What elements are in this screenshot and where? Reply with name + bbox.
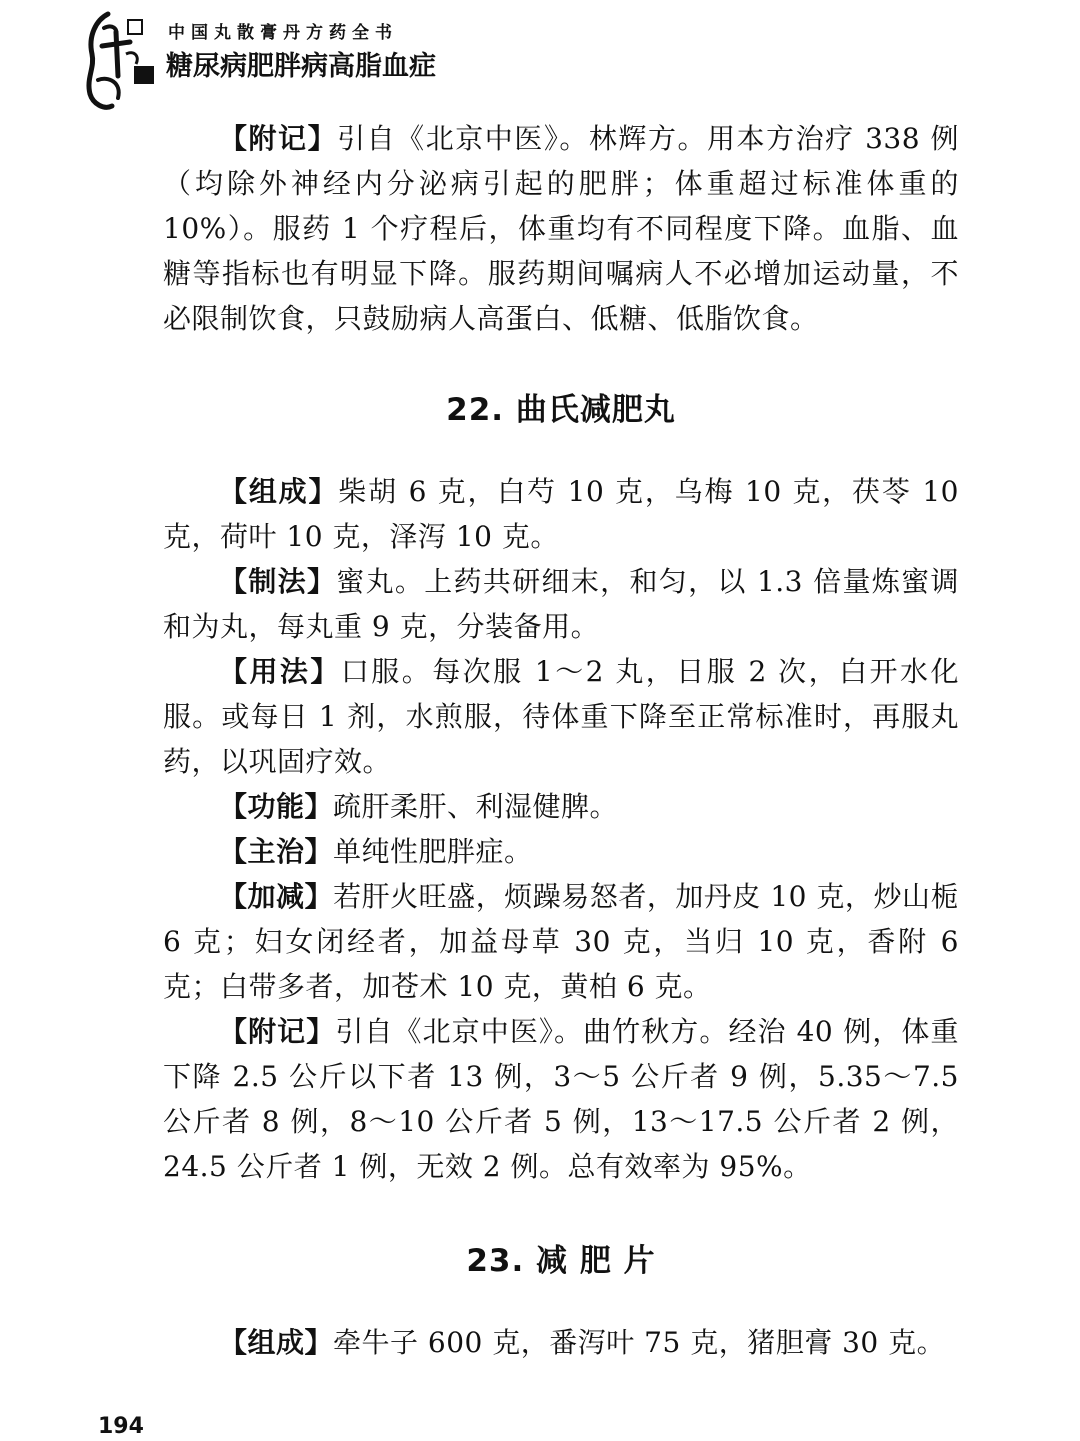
paragraph-text: 柴胡 6 克，白芍 10 克，乌梅 10 克，茯苓 10 克，荷叶 10 克，泽泻 10 克。: [163, 475, 959, 553]
calligraphy-logo-icon: [78, 6, 158, 114]
section-label: 【功能】: [219, 790, 334, 823]
paragraph-indication: [163, 829, 959, 874]
paragraph-appendix-prev: [163, 116, 959, 341]
paragraph-preparation: [163, 559, 959, 649]
recipe-heading-22: 22. 曲氏减肥丸: [446, 392, 676, 428]
page-number: 194: [98, 1414, 144, 1439]
paragraph-text: 引自《北京中医》。曲竹秋方。经治 40 例，体重下降 2.5 公斤以下者 13 例，3～5 公斤者 9 例，5.35～7.5 公斤者 8 例，8～10 公斤者 5 例，13～17.5 公斤者 2 例，24.5 公斤者 1 例，无效 2 例。总有效率为 95%。: [163, 1015, 959, 1183]
page-body: [163, 116, 959, 1365]
paragraph-text: 若肝火旺盛，烦躁易怒者，加丹皮 10 克，炒山栀 6 克；妇女闭经者，加益母草 30 克，当归 10 克，香附 6 克；白带多者，加苍术 10 克，黄柏 6 克。: [163, 880, 959, 1003]
paragraph-text: 引自《北京中医》。林辉方。用本方治疗 338 例（均除外神经内分泌病引起的肥胖；体重超过标准体重的 10%）。服药 1 个疗程后，体重均有不同程度下降。血脂、血糖等指标也有明显下降。服药期间嘱病人不必增加运动量，不必限制饮食，只鼓励病人高蛋白、低糖、低脂饮食。: [163, 122, 959, 335]
paragraph-text: 单纯性肥胖症。: [333, 835, 533, 868]
series-logo: [78, 6, 158, 114]
section-label: 【加减】: [219, 880, 334, 913]
paragraph-composition-23: [163, 1320, 959, 1365]
series-title: 中国丸散膏丹方药全书: [168, 23, 398, 43]
paragraph-appendix: [163, 1009, 959, 1189]
paragraph-text: 蜜丸。上药共研细末，和匀，以 1.3 倍量炼蜜调和为丸，每丸重 9 克，分装备用。: [163, 565, 959, 643]
paragraph-text: 疏肝柔肝、利湿健脾。: [333, 790, 619, 823]
section-label: 【制法】: [219, 565, 337, 598]
section-label: 【主治】: [219, 835, 334, 868]
recipe-heading-23: 23. 减 肥 片: [466, 1243, 656, 1279]
section-label: 【组成】: [219, 1326, 334, 1359]
paragraph-text: 口服。每次服 1～2 丸，日服 2 次，白开水化服。或每日 1 剂，水煎服，待体重下降至正常标准时，再服丸药，以巩固疗效。: [163, 655, 959, 778]
paragraph-composition: [163, 469, 959, 559]
paragraph-modification: [163, 874, 959, 1009]
paragraph-function: [163, 784, 959, 829]
book-title: 糖尿病肥胖病高脂血症: [166, 51, 436, 82]
paragraph-usage: [163, 649, 959, 784]
section-label: 【附记】: [219, 122, 338, 155]
section-label: 【附记】: [219, 1015, 336, 1048]
section-label: 【组成】: [219, 475, 339, 508]
paragraph-text: 牵牛子 600 克，番泻叶 75 克，猪胆膏 30 克。: [333, 1326, 946, 1359]
section-label: 【用法】: [219, 655, 341, 688]
